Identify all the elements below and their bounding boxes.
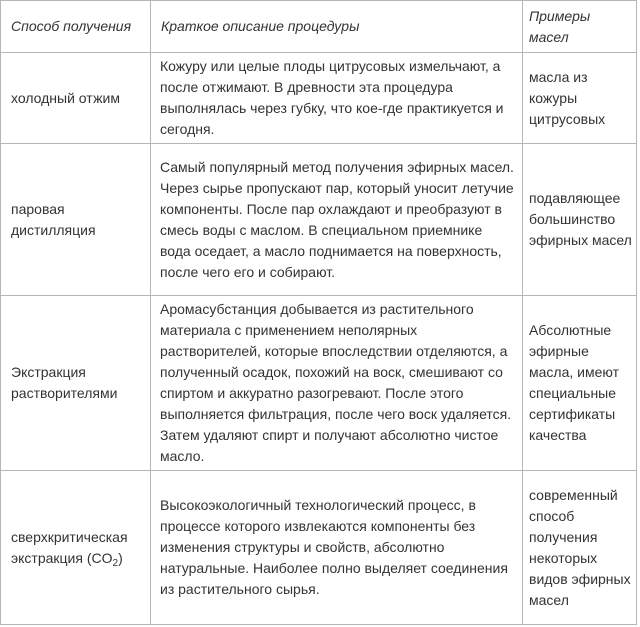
- table-row: [1, 144, 637, 296]
- description-cell: Самый популярный метод получения эфирных масел. Через сырье пропускают пар, который уносит летучие компоненты. После пар охлаждают и преобразуют в смесь воды с маслом. В специальном приемнике вода оседает, а масло поднимается на поверхность, после чего его и собирают.: [151, 144, 523, 296]
- method-text-end: ): [118, 549, 123, 566]
- examples-cell: Абсолютные эфирные масла, имеют специальные сертификаты качества: [523, 296, 637, 471]
- examples-cell: современный способ получения некоторых видов эфирных масел: [523, 471, 637, 625]
- subscript: 2: [112, 557, 119, 569]
- method-cell: Экстракция растворителями: [1, 296, 151, 471]
- header-description: Краткое описание процедуры: [151, 1, 523, 53]
- description-cell: Аромасубстанция добывается из растительного материала с применением неполярных растворителей, которые впоследствии отделяются, а полученный осадок, похожий на воск, смешивают со спиртом и аккуратно разогревают. После этого выполняется фильтрация, после чего воск удаляется. Затем удаляют спирт и получают абсолютно чистое масло.: [151, 296, 523, 471]
- method-cell: холодный отжим: [1, 53, 151, 144]
- table-row: [1, 471, 637, 625]
- table-header-row: [1, 1, 637, 53]
- table-row: [1, 296, 637, 471]
- description-cell: Высокоэкологичный технологический процесс, в процессе которого извлекаются компоненты без изменения структуры и свойств, абсолютно натуральные. Наиболее полно выделяет соединения из растительного сырья.: [151, 471, 523, 625]
- examples-cell: подавляющее большинство эфирных масел: [523, 144, 637, 296]
- header-examples: Примеры масел: [523, 1, 637, 53]
- method-cell: паровая дистилляция: [1, 144, 151, 296]
- examples-cell: масла из кожуры цитрусовых: [523, 53, 637, 144]
- table-row: [1, 53, 637, 144]
- header-method: Способ получения: [1, 1, 151, 53]
- method-cell: [1, 471, 151, 625]
- description-cell: Кожуру или целые плоды цитрусовых измельчают, а после отжимают. В древности эта процедура выполнялась через губку, что кое-где практикуется и сегодня.: [151, 53, 523, 144]
- method-text: сверхкритическая экстракция (CO: [11, 528, 128, 566]
